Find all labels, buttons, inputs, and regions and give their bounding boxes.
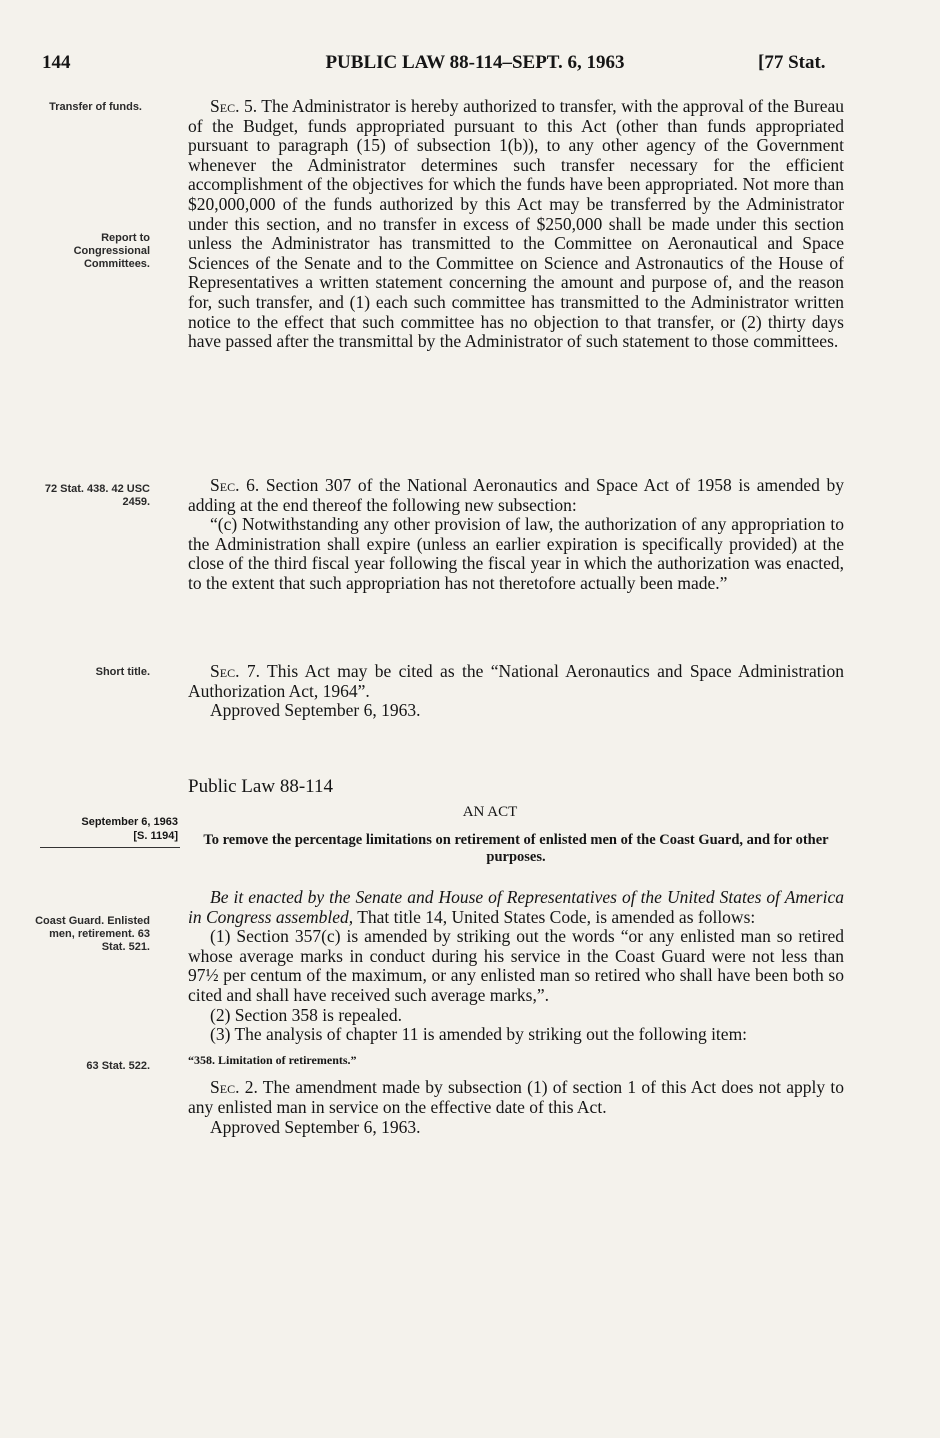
an-act-heading: AN ACT xyxy=(462,804,518,820)
running-title: PUBLIC LAW 88-114–SEPT. 6, 1963 xyxy=(325,52,625,73)
section-2-text: The amendment made by subsection (1) of section 1 of this Act does not apply to any enlisted man in service on the effective date of this Act. xyxy=(188,1077,844,1117)
act-purpose: To remove the percentage limitations on retirement of enlisted men of the Coast Guard, and for other purposes. xyxy=(203,832,829,865)
margin-note-coast-guard: Coast Guard. Enlisted men, retirement. 63 Stat. 521. xyxy=(35,915,150,953)
date-rule xyxy=(40,847,180,848)
bill-number: [S. 1194] xyxy=(133,830,178,842)
margin-note-report: Report to Congressional Committees. xyxy=(73,232,150,270)
section-7-approved: Approved September 6, 1963. xyxy=(210,700,421,721)
margin-note-stat-522: 63 Stat. 522. xyxy=(86,1060,150,1072)
section-6-quote: “(c) Notwithstanding any other provision of law, the authorization of any appropriation to the Administration shall expire (unless an earlier expiration is specifically provided) at the close of the third fiscal year following the fiscal year in which the authorization was enacted, to the extent that such appropriation has not theretofore actually been made.” xyxy=(188,514,844,593)
margin-note-stat-438: 72 Stat. 438. 42 USC 2459. xyxy=(44,483,150,508)
section-7 xyxy=(188,662,844,721)
final-approved: Approved September 6, 1963. xyxy=(210,1116,421,1137)
section-5 xyxy=(188,97,844,352)
section-5-text: The Administrator is hereby authorized to transfer, with the approval of the Bureau of the Budget, funds appropriated pursuant to this Act (other than funds appropriated pursuant to paragraph (15) of subsection 1(b)), to any other agency of the Government whenever the Administrator determines such transfer necessary for the efficient accomplishment of the objectives for which the funds have been appropriated. Not more than $20,000,000 of the funds authorized by this Act may be transferred by the Administrator under this section, and no transfer in excess of $250,000 shall be made under this section unless the Administrator has transmitted to the Committee on Aeronautical and Space Sciences of the Senate and to the Committee on Science and Astronautics of the House of Representatives a written statement concerning the amount and purpose of, and the reason for, such transfer, and (1) each such committee has transmitted to the Administrator written notice to the effect that such committee has no objection to that transfer, or (2) thirty days have passed after the transmittal by the Administrator of such statement to those committees. xyxy=(188,96,844,352)
paragraph-3: (3) The analysis of chapter 11 is amended by striking out the following item: xyxy=(210,1024,748,1045)
section-7-text: This Act may be cited as the “National Aeronautics and Space Administration Authorization Act, 1964”. xyxy=(188,661,844,701)
struck-item: “358. Limitation of retirements.” xyxy=(188,1052,357,1067)
public-law-title: Public Law 88-114 xyxy=(188,776,333,797)
paragraph-1: (1) Section 357(c) is amended by striking out the words “or any enlisted man so retired whose average marks in conduct during his service in the Coast Guard were not less than 97½ per centum of the maximum, or any enlisted man so retired who shall have been both so cited and shall have received such average marks,”. xyxy=(188,926,844,1005)
enacting-section xyxy=(188,888,844,1137)
section-5-label: Sec. 5. xyxy=(210,96,258,116)
enacting-rest: That title 14, United States Code, is amended as follows: xyxy=(357,906,756,927)
enacting-clause: Be it enacted by the Senate and House of Representatives of the United States of America in Congress assembled, xyxy=(188,887,844,927)
page-number: 144 xyxy=(42,52,71,73)
date-note: September 6, 1963 xyxy=(81,816,178,828)
section-6-text: Section 307 of the National Aeronautics and Space Act of 1958 is amended by adding at the end thereof the following new subsection: xyxy=(188,475,844,515)
stat-reference: [77 Stat. xyxy=(758,52,826,73)
section-7-label: Sec. 7. xyxy=(210,661,260,681)
paragraph-2: (2) Section 358 is repealed. xyxy=(210,1004,402,1025)
enactment-date xyxy=(40,815,178,843)
margin-note-short-title: Short title. xyxy=(95,666,150,678)
section-6-label: Sec. 6. xyxy=(210,475,260,495)
section-2-label: Sec. 2. xyxy=(210,1077,258,1098)
section-6 xyxy=(188,476,844,594)
margin-note-transfer: Transfer of funds. xyxy=(49,101,142,113)
